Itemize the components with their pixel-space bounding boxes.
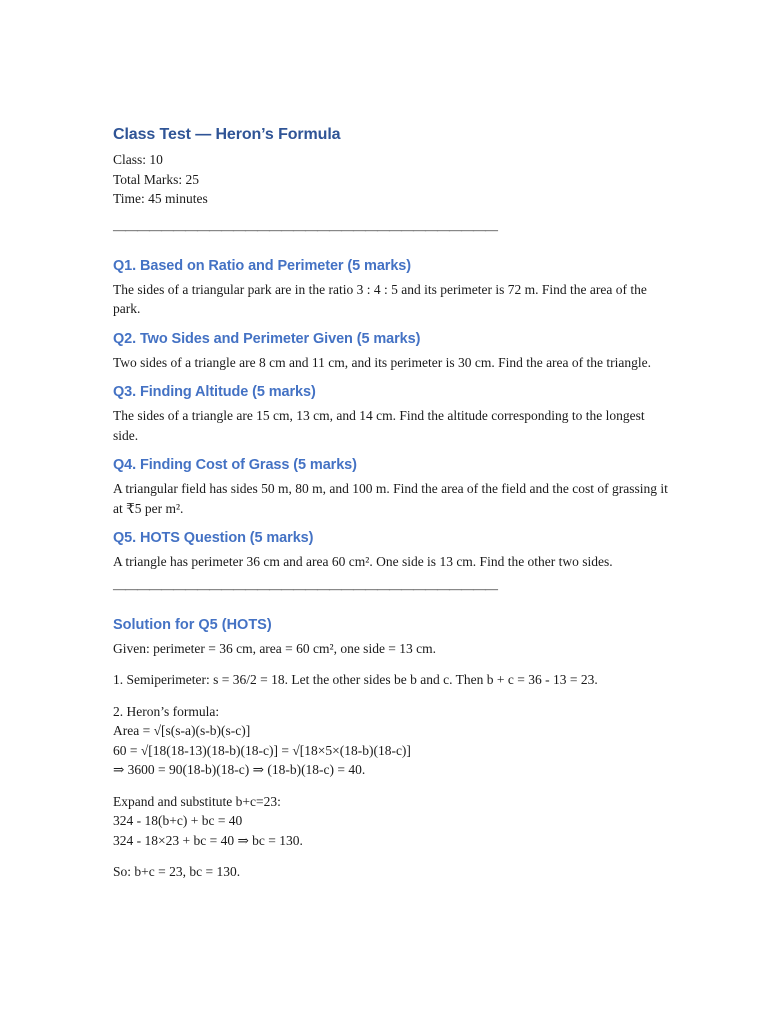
question-2 (113, 329, 673, 373)
question-1-text: The sides of a triangular park are in the ratio 3 : 4 : 5 and its perimeter is 72 m. Find the area of the park. (113, 281, 647, 316)
solution-heading: Solution for Q5 (HOTS) (113, 616, 272, 633)
question-3-heading: Q3. Finding Altitude (5 marks) (113, 384, 316, 400)
document-title: Class Test — Heron’s Formula (113, 126, 341, 143)
test-meta (113, 150, 673, 209)
solution-step-2-line: Area = √[s(s-a)(s-b)(s-c)] (113, 723, 251, 738)
question-3-text: The sides of a triangle are 15 cm, 13 cm, and 14 cm. Find the altitude corresponding to the longest side. (113, 408, 645, 443)
solution-step-2-line: ⇒ 3600 = 90(18-b)(18-c) ⇒ (18-b)(18-c) = 40. (113, 762, 366, 777)
divider-top: ———————————————————————————————— (113, 221, 497, 237)
divider-bottom: ———————————————————————————————— (113, 580, 497, 596)
solution-step-2 (113, 702, 673, 780)
solution-given: Given: perimeter = 36 cm, area = 60 cm², one side = 13 cm. (113, 640, 437, 656)
meta-time: Time: 45 minutes (113, 191, 208, 206)
question-5-heading: Q5. HOTS Question (5 marks) (113, 530, 314, 546)
solution-conclusion: So: b+c = 23, bc = 130. (113, 864, 241, 879)
solution-step-3-line: Expand and substitute b+c=23: (113, 793, 281, 809)
question-3 (113, 382, 673, 445)
solution-step-2-line: 60 = √[18(18-13)(18-b)(18-c)] = √[18×5×(18-b)(18-c)] (113, 742, 411, 758)
question-4-text: A triangular field has sides 50 m, 80 m, and 100 m. Find the area of the field and the cost of grassing it at ₹5 per m². (113, 481, 668, 516)
solution-section (113, 615, 673, 882)
question-4-heading: Q4. Finding Cost of Grass (5 marks) (113, 457, 357, 473)
question-5-text: A triangle has perimeter 36 cm and area 60 cm². One side is 13 cm. Find the other two sides. (113, 554, 613, 569)
question-1 (113, 256, 673, 319)
question-2-text: Two sides of a triangle are 8 cm and 11 cm, and its perimeter is 30 cm. Find the area of the triangle. (113, 354, 652, 370)
question-4 (113, 455, 673, 518)
document-page (113, 124, 673, 882)
solution-step-2-line: 2. Heron’s formula: (113, 703, 220, 719)
question-1-heading: Q1. Based on Ratio and Perimeter (5 marks) (113, 257, 411, 274)
solution-step-1: 1. Semiperimeter: s = 36/2 = 18. Let the other sides be b and c. Then b + c = 36 - 13 = 23. (113, 672, 598, 687)
question-2-heading: Q2. Two Sides and Perimeter Given (5 marks) (113, 330, 421, 347)
meta-total-marks: Total Marks: 25 (113, 171, 200, 187)
question-5 (113, 528, 673, 572)
solution-step-3-line: 324 - 18(b+c) + bc = 40 (113, 813, 243, 828)
solution-step-3 (113, 792, 673, 851)
meta-class: Class: 10 (113, 152, 163, 167)
solution-step-3-line: 324 - 18×23 + bc = 40 ⇒ bc = 130. (113, 832, 303, 848)
